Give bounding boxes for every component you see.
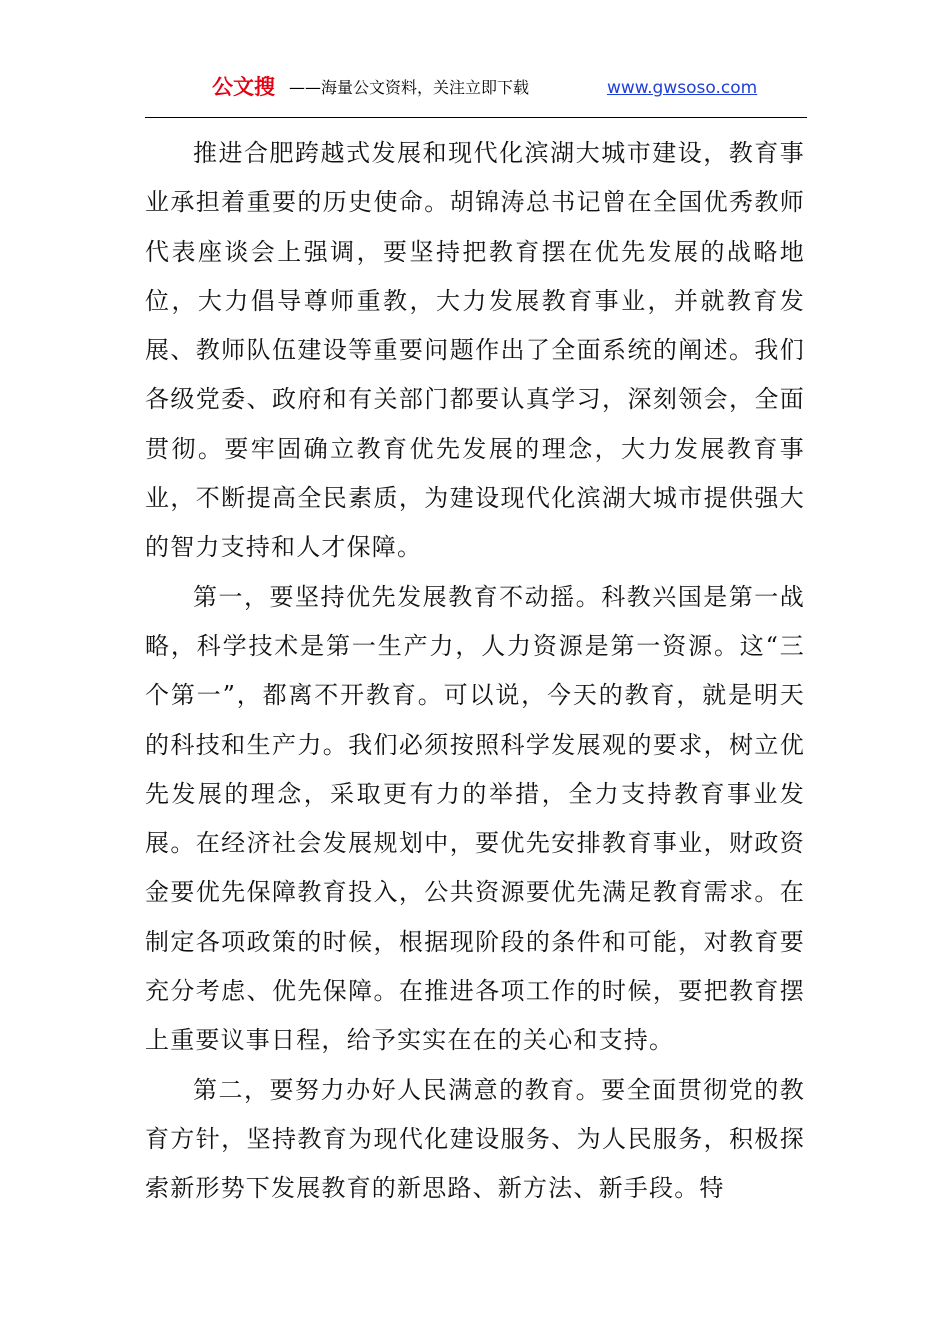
brand-logo-text: 公文搜 <box>212 75 275 99</box>
site-link[interactable]: www.gwsoso.com <box>607 78 758 98</box>
header-tagline: ——海量公文资料，关注立即下载 <box>289 78 530 97</box>
paragraph-first: 第一，要坚持优先发展教育不动摇。科教兴国是第一战略，科学技术是第一生产力，人力资源是第一资源。这“三个第一”，都离不开教育。可以说，今天的教育，就是明天的科技和生产力。我们必须按照科学发展观的要求，树立优先发展的理念，采取更有力的举措，全力支持教育事业发展。在经济社会发展规划中，要优先安排教育事业，财政资金要优先保障教育投入，公共资源要优先满足教育需求。在制定各项政策的时候，根据现阶段的条件和可能，对教育要充分考虑、优先保障。在推进各项工作的时候，要把教育摆上重要议事日程，给予实实在在的关心和支持。 <box>145 582 805 1055</box>
header-divider <box>145 117 807 118</box>
paragraph-second: 第二，要努力办好人民满意的教育。要全面贯彻党的教育方针，坚持教育为现代化建设服务、为人民服务，积极探索新形势下发展教育的新思路、新方法、新手段。特 <box>145 1075 805 1203</box>
document-body <box>145 129 805 1214</box>
paragraph-intro: 推进合肥跨越式发展和现代化滨湖大城市建设，教育事业承担着重要的历史使命。胡锦涛总书记曾在全国优秀教师代表座谈会上强调，要坚持把教育摆在优先发展的战略地位，大力倡导尊师重教，大力发展教育事业，并就教育发展、教师队伍建设等重要问题作出了全面系统的阐述。我们各级党委、政府和有关部门都要认真学习，深刻领会，全面贯彻。要牢固确立教育优先发展的理念，大力发展教育事业，不断提高全民素质，为建设现代化滨湖大城市提供强大的智力支持和人才保障。 <box>145 139 805 562</box>
page-header <box>145 72 807 102</box>
